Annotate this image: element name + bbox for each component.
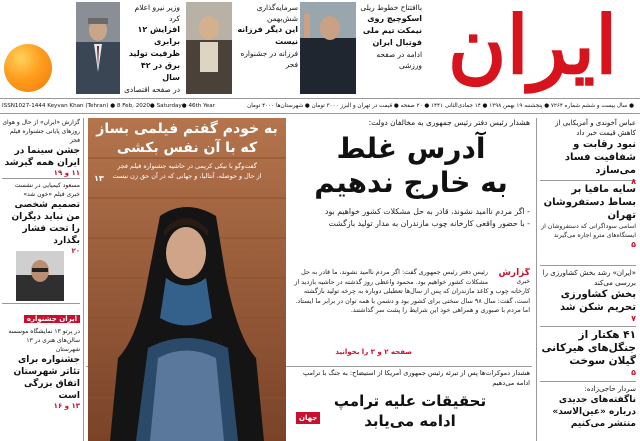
masthead xyxy=(0,0,640,98)
trump-headline-line2: ادامه می‌یابد xyxy=(364,412,456,430)
main-bullet: - اگر مردم ناامید نشوند، قادر به حل مشکلات کشور خواهیم بود xyxy=(325,207,530,216)
item-body: اسامی سوداگرانی که دستفروشان از ایستگاه‌های مترو اجاره می‌گیرند xyxy=(541,223,636,239)
main-body-text: رئیس دفتر رئیس جمهوری گفت: اگر مردم ناامید نشوند، ما قادر به حل مشکلات کشور خواهیم بود. محمود واعظی روز گذشته در حاشیه بازدید از کارخانه چوب و کاغذ مازندران که پس از سال‌ها تعطیلی دوباره به چرخه تولید بازگشته است، گفت: سال ۹۸ سال سختی برای کشور بود و دشمن با همه توان در برابر ما ایستاد. اما مردم با صبوری و همراهی خود این شرایط را پشت سر گذاشتند. xyxy=(294,268,530,315)
item-page: ۱۱ و ۱۹ xyxy=(53,169,80,177)
section-tag-world[interactable]: جهان xyxy=(296,412,320,424)
list-item[interactable] xyxy=(540,118,636,186)
main-continued[interactable]: صفحه ۲ و ۳ را بخوانید xyxy=(335,348,412,356)
promo-2[interactable] xyxy=(234,2,298,94)
item-title: ناگفته‌های جدیدی درباره «عین‌الاسد» منتشر می‌کنیم xyxy=(552,395,636,429)
item-kicker: سردار حاجی‌زاده: xyxy=(584,385,636,393)
list-item[interactable] xyxy=(2,118,80,176)
feature-page: ۱۳ xyxy=(94,174,104,183)
item-title: ۴۱ هکتار از جنگل‌های هیرکانی گیلان سوخت xyxy=(541,329,636,367)
item-page: ۱۳ و ۱۶ xyxy=(53,402,80,410)
left-column xyxy=(2,118,80,441)
trump-kicker: هشدار دموکرات‌ها پس از تبرئه رئیس جمهوری آمریکا از استیضاح: به جنگ با ترامپ ادامه می‌دهیم xyxy=(303,369,530,387)
item-title: نبود رقابت و شفافیت فساد می‌سازد xyxy=(564,139,636,176)
divider xyxy=(540,381,636,382)
feature-sub-2: از حال و حوصله، آنتالیا، و جهانی که در آن حق زن نیست xyxy=(112,172,262,180)
promo-title: اسکوچیچ روی نیمکت تیم ملی فوتبال ایران xyxy=(362,14,422,47)
trump-headline-line1: تحقیقات علیه ترامپ xyxy=(333,392,487,410)
main-headline-line1: آدرس غلط xyxy=(336,132,486,165)
item-title: سایه مافیا بر بساط دستفروشان تهران xyxy=(543,184,636,221)
feature-title-line2: که با آن نفس بکشی xyxy=(116,140,258,156)
item-page: ۵ xyxy=(631,368,636,377)
divider xyxy=(540,180,636,181)
feature-text xyxy=(92,120,282,181)
divider xyxy=(540,265,636,266)
item-kicker: «ایران» رشد بخش کشاورزی را بررسی می‌کند xyxy=(542,269,636,287)
list-item[interactable] xyxy=(2,181,80,301)
promo-kicker: وزیر نیرو اعلام کرد xyxy=(134,3,180,23)
promo-photo-actor xyxy=(186,2,232,94)
item-title: جشنواره برای تئاتر شهرستان اتفاق بزرگی است xyxy=(13,355,80,401)
item-page: ۷ xyxy=(631,314,636,323)
promo-photo-coach xyxy=(300,2,356,94)
promo-sub: فرزانه در جشنواره فجر xyxy=(240,49,298,69)
dateline-bar xyxy=(0,98,640,114)
trump-story[interactable] xyxy=(290,368,530,441)
feature-photo[interactable] xyxy=(88,118,286,441)
promo-3[interactable] xyxy=(122,2,180,94)
item-kicker: عباس آخوندی و آمریکایی از کاهش قیمت خبر داد xyxy=(555,119,636,137)
promo-1[interactable] xyxy=(358,2,422,94)
divider xyxy=(2,178,80,179)
sun-logo-icon xyxy=(4,44,52,92)
list-item[interactable] xyxy=(2,306,80,410)
feature-sub: گفت‌وگو با نیکی کریمی در حاشیه جشنواره فیلم فجر xyxy=(117,162,257,170)
promo-kicker: باافتتاح خطوط ریلی xyxy=(360,3,422,12)
item-page: ۲۰ xyxy=(71,247,80,255)
item-kicker: در پرتو ۱۳ نمایشگاه موسسه سالن‌های هنری در ۱۳ شهرستان xyxy=(8,328,80,353)
column-divider xyxy=(83,118,84,441)
item-title: تصمیم شخصی من نباید دیگران را تحت فشار بگذارد xyxy=(11,200,80,246)
list-item[interactable] xyxy=(540,183,636,263)
report-label: گزارش xyxy=(498,268,530,278)
report-sub: خبری xyxy=(516,278,530,285)
divider xyxy=(540,326,636,327)
newspaper-logo[interactable]: ایران xyxy=(447,0,618,92)
dateline-english: ISSN1027-1444 Keyvan Khan (Tehran) ● 8 Feb, 2020● Saturday● 46th Year xyxy=(2,103,215,109)
promo-sub: ادامه در صفحه ورزشی xyxy=(376,50,422,70)
section-tag[interactable]: ایران جشنواره xyxy=(24,315,80,323)
column-divider xyxy=(536,118,537,441)
list-item[interactable] xyxy=(540,384,636,430)
right-column xyxy=(540,118,636,441)
item-title: بخش کشاورزی تحریم شکن شد xyxy=(559,289,636,313)
feature-title-line1: به خودم گفتم فیلمی بساز xyxy=(96,121,278,137)
main-headline-line2: به خارج ندهیم xyxy=(314,166,508,199)
list-item[interactable] xyxy=(540,268,636,324)
item-kicker: مسعود کیمیایی در نشست خبری فیلم «خون شد» xyxy=(14,182,80,198)
promo-title: افزایش ۱۲ برابری ظرفیت تولید برق در ۴۲ سال xyxy=(128,25,180,82)
item-kicker: گزارش «ایران» از حال و هوای روزهای پایانی جشنواره فیلم فجر xyxy=(2,119,80,144)
item-page: ۸ xyxy=(631,177,636,186)
promo-photo-minister xyxy=(76,2,120,94)
item-title: جشن سینما در ایران همه گیرشد xyxy=(4,146,80,168)
dateline-persian: ● سال بیست و ششم شماره ۷۲۶۴ ● پنجشنبه ۱۹ بهمن ۱۳۹۸ ● ۱۴ جمادی‌الثانی ۱۴۴۱ ● ۲۰ صفحه ● قیمت در تهران و البرز ۳۰۰۰ تومان ● شهرستان‌ها ۴۰۰۰ تومان xyxy=(247,103,634,109)
promo-sub: در صفحه اقتصادی xyxy=(124,85,180,94)
main-kicker: هشدار رئیس دفتر رئیس جمهوری به مخالفان دولت: xyxy=(368,118,530,127)
promo-title: این دیگر فرزانه نیست xyxy=(237,25,298,46)
director-photo xyxy=(16,251,64,301)
report-label-box xyxy=(492,268,530,285)
main-story[interactable] xyxy=(292,118,530,230)
item-page: ۵ xyxy=(631,240,636,249)
main-bullet: - با حضور واقعی کارخانه چوب مازندران به مدار تولید بازگشت xyxy=(328,219,530,228)
list-item[interactable] xyxy=(540,329,636,379)
divider xyxy=(2,303,80,304)
promo-kicker: سرمایه‌گذاری شش‌بهمن xyxy=(256,3,298,23)
